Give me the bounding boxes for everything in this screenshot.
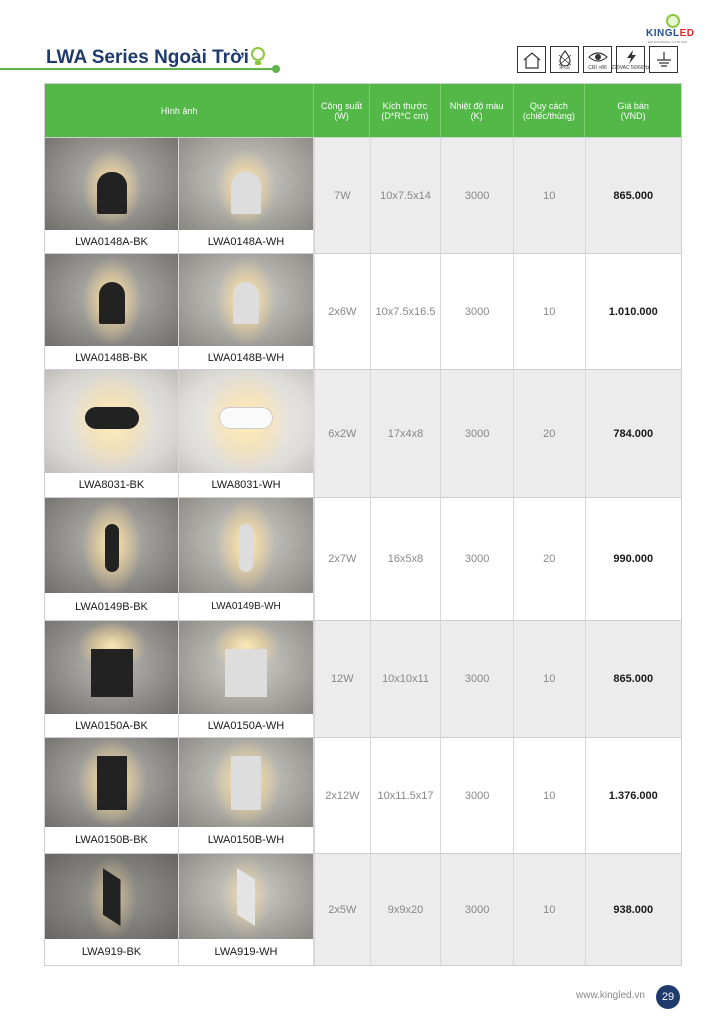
- product-code: LWA0150A-WH: [179, 714, 313, 737]
- header-packaging: Quy cách (chiếc/thùng): [513, 84, 585, 137]
- product-code: LWA0148B-WH: [179, 346, 313, 369]
- product-code: LWA0150A-BK: [45, 714, 178, 737]
- product-photo: [179, 138, 313, 230]
- product-photo: [45, 621, 178, 714]
- product-image-black: [45, 254, 179, 369]
- cell-price: 784.000: [585, 370, 681, 497]
- title-underline: [0, 68, 276, 70]
- cell-price: 938.000: [585, 854, 681, 965]
- header-size: Kích thước (D*R*C cm): [369, 84, 440, 137]
- table-row: [45, 369, 681, 497]
- product-photo: [45, 370, 178, 473]
- cell-power: 2x7W: [314, 498, 370, 620]
- product-code: LWA0150B-WH: [179, 827, 313, 853]
- product-image-black: [45, 738, 179, 853]
- product-image-black: [45, 854, 179, 965]
- cell-packaging: 20: [513, 498, 585, 620]
- product-image-white: [179, 138, 314, 253]
- product-photo: [179, 498, 313, 593]
- ip65-water-icon: IP65: [550, 46, 579, 73]
- cell-size: 10x7.5x16.5: [370, 254, 441, 369]
- cell-color-temp: 3000: [440, 138, 513, 253]
- logo-tagline: ENLIGHTENING YOUR LIFE: [648, 40, 688, 44]
- cell-packaging: 10: [513, 621, 585, 737]
- product-photo: [179, 738, 313, 827]
- cell-packaging: 10: [513, 254, 585, 369]
- cell-color-temp: 3000: [440, 370, 513, 497]
- page-title: LWA Series Ngoài Trời: [46, 47, 249, 68]
- product-photo: [45, 738, 178, 827]
- cell-price: 1.010.000: [585, 254, 681, 369]
- cell-price: 990.000: [585, 498, 681, 620]
- product-image-white: [179, 621, 314, 737]
- product-photo: [179, 254, 313, 346]
- product-price-table: [44, 83, 682, 966]
- cell-power: 2x12W: [314, 738, 370, 853]
- product-image-black: [45, 498, 179, 620]
- product-image-black: [45, 138, 179, 253]
- header-price: Giá bán (VND): [584, 84, 681, 137]
- product-image-black: [45, 621, 179, 737]
- website-link[interactable]: www.kingled.vn: [576, 990, 645, 1001]
- header-image: Hình ảnh: [160, 105, 198, 116]
- cell-power: 6x2W: [314, 370, 370, 497]
- cell-size: 17x4x8: [370, 370, 441, 497]
- header-color-temp: Nhiệt độ màu (K): [440, 84, 513, 137]
- cell-price: 1.376.000: [585, 738, 681, 853]
- product-code: LWA8031-WH: [179, 473, 313, 497]
- logo-bulb-icon: [666, 14, 680, 28]
- spec-icons: [517, 46, 678, 73]
- eye-cri-icon: CRI >86: [583, 46, 612, 73]
- ground-icon: [649, 46, 678, 73]
- cell-packaging: 20: [513, 370, 585, 497]
- cell-power: 7W: [314, 138, 370, 253]
- product-photo: [45, 498, 178, 593]
- product-code: LWA0149B-BK: [45, 593, 178, 620]
- table-row: [45, 737, 681, 853]
- voltage-bolt-icon: 220VAC 50/60Hz: [616, 46, 645, 73]
- product-image-black: [45, 370, 179, 497]
- title-underline-dot: [272, 65, 280, 73]
- cell-price: 865.000: [585, 138, 681, 253]
- product-code: LWA0149B-WH: [179, 593, 313, 620]
- cell-packaging: 10: [513, 138, 585, 253]
- product-code: LWA0148A-WH: [179, 230, 313, 253]
- table-row: [45, 253, 681, 369]
- table-row: [45, 620, 681, 737]
- header-power: Công suất (W): [313, 84, 369, 137]
- product-code: LWA0148A-BK: [45, 230, 178, 253]
- cell-size: 16x5x8: [370, 498, 441, 620]
- product-photo: [45, 254, 178, 346]
- cell-color-temp: 3000: [440, 498, 513, 620]
- page-number: 29: [656, 985, 680, 1009]
- product-code: LWA919-WH: [179, 939, 313, 965]
- cell-size: 10x7.5x14: [370, 138, 441, 253]
- table-row: [45, 853, 681, 965]
- cell-color-temp: 3000: [440, 854, 513, 965]
- product-image-white: [179, 498, 314, 620]
- cell-power: 12W: [314, 621, 370, 737]
- table-header: [45, 84, 681, 137]
- product-photo: [179, 370, 313, 473]
- product-image-white: [179, 854, 314, 965]
- cell-color-temp: 3000: [440, 254, 513, 369]
- table-row: [45, 497, 681, 620]
- cell-price: 865.000: [585, 621, 681, 737]
- product-code: LWA8031-BK: [45, 473, 178, 497]
- cell-size: 10x10x11: [370, 621, 441, 737]
- cell-packaging: 10: [513, 854, 585, 965]
- product-photo: [179, 621, 313, 714]
- product-image-white: [179, 254, 314, 369]
- product-code: LWA0150B-BK: [45, 827, 178, 853]
- cell-color-temp: 3000: [440, 738, 513, 853]
- cell-size: 10x11.5x17: [370, 738, 441, 853]
- cell-power: 2x6W: [314, 254, 370, 369]
- product-photo: [45, 854, 178, 939]
- cell-power: 2x5W: [314, 854, 370, 965]
- product-image-white: [179, 738, 314, 853]
- cell-size: 9x9x20: [370, 854, 441, 965]
- product-code: LWA0148B-BK: [45, 346, 178, 369]
- kingled-logo: [646, 14, 702, 44]
- title-bulb-icon: [251, 47, 265, 61]
- cell-color-temp: 3000: [440, 621, 513, 737]
- indoor-house-icon: [517, 46, 546, 73]
- product-photo: [45, 138, 178, 230]
- product-code: LWA919-BK: [45, 939, 178, 965]
- table-row: [45, 137, 681, 253]
- logo-text: KINGLED: [646, 28, 695, 39]
- product-photo: [179, 854, 313, 939]
- product-image-white: [179, 370, 314, 497]
- cell-packaging: 10: [513, 738, 585, 853]
